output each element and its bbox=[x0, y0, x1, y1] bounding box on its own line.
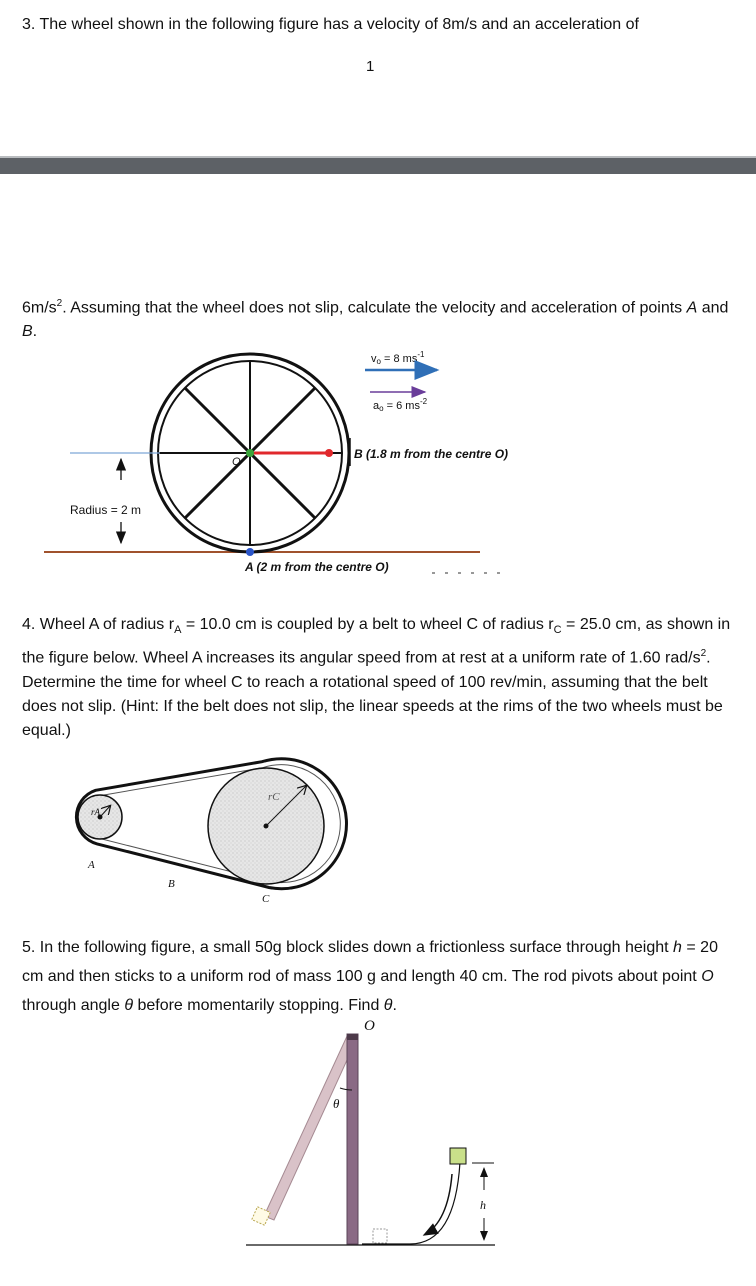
velocity-value: = 8 ms bbox=[380, 353, 418, 365]
point-b-dot bbox=[325, 449, 333, 457]
center-o-dot bbox=[246, 449, 254, 457]
point-a-dot bbox=[246, 548, 254, 556]
q4-sup-2: 2 bbox=[700, 648, 707, 660]
q4-sub-c: C bbox=[553, 624, 562, 637]
rod-vertical bbox=[347, 1034, 358, 1244]
q4-text-3: = 25.0 cm, as shown in the figure below. Wheel A increases its angular speed from at rest at a uniform rate of 1.60 rad/s bbox=[22, 616, 731, 667]
label-h: h bbox=[480, 1198, 486, 1212]
velocity-sub: o bbox=[376, 357, 381, 366]
accel-value: = 6 ms bbox=[383, 400, 420, 412]
label-b: B (1.8 m from the centre O) bbox=[354, 447, 509, 461]
q5-text-3: through angle bbox=[22, 997, 125, 1014]
q3-text-and: and bbox=[697, 299, 729, 317]
q4-sub-a: A bbox=[174, 624, 182, 637]
label-wheel-a: A bbox=[88, 859, 95, 871]
q3-accel-value: 6m/s bbox=[22, 299, 57, 317]
label-a: A (2 m from the centre O) bbox=[245, 560, 389, 574]
q5-theta: θ bbox=[124, 997, 133, 1014]
center-o-label: O bbox=[232, 456, 241, 468]
q4-text-1: 4. Wheel A of radius r bbox=[22, 616, 175, 633]
rod-figure bbox=[246, 1018, 495, 1245]
q3-point-a: A bbox=[686, 299, 698, 317]
radius-label: Radius = 2 m bbox=[70, 503, 142, 517]
accel-exp: -2 bbox=[419, 397, 428, 406]
q5-text-1: 5. In the following figure, a small 50g block slides down a frictionless surface through height bbox=[22, 939, 674, 956]
q3-point-b: B bbox=[22, 323, 33, 341]
q4-text-2: = 10.0 cm is coupled by a belt to wheel C of radius r bbox=[181, 616, 554, 633]
accel-sub: o bbox=[379, 404, 384, 413]
label-belt-b: B bbox=[168, 878, 175, 890]
velocity-exp: -1 bbox=[417, 350, 425, 359]
label-pivot-o: O bbox=[364, 1018, 375, 1034]
q5-text-2: = 20 cm and then sticks to a uniform rod of mass 100 g and length 40 cm. The rod pivots about point bbox=[22, 939, 718, 985]
belt-figure bbox=[76, 759, 346, 905]
label-theta: θ bbox=[333, 1096, 340, 1111]
q5-theta-2: θ bbox=[383, 997, 393, 1014]
page-number: 1 bbox=[366, 58, 375, 75]
accel-symbol: a bbox=[373, 400, 380, 412]
q3-accel-exponent: 2 bbox=[56, 298, 63, 309]
q3-text-body: . Assuming that the wheel does not slip, calculate the velocity and acceleration of points bbox=[62, 299, 687, 317]
q5-o: O bbox=[701, 968, 714, 985]
label-rc: rC bbox=[268, 791, 280, 803]
label-wheel-c: C bbox=[262, 893, 270, 905]
q5-text-4: before momentarily stopping. Find bbox=[133, 997, 384, 1014]
q3-period: . bbox=[32, 323, 38, 341]
q5-h: h bbox=[673, 939, 682, 956]
rod-pivoted bbox=[264, 1034, 358, 1220]
q4-text-4: . Determine the time for wheel C to reach a rotational speed of 100 rev/min, assuming that the belt does not slip. (Hint: If the belt does not slip, the linear speeds at the rims of the two wheels must be equal.) bbox=[22, 649, 723, 739]
velocity-symbol: v bbox=[371, 353, 377, 365]
pivot-cap bbox=[347, 1034, 358, 1040]
acceleration-label bbox=[373, 397, 428, 413]
label-ra: rA bbox=[91, 807, 100, 817]
q5-text-5: . bbox=[392, 997, 397, 1014]
block-bottom-ghost bbox=[373, 1229, 387, 1243]
slide-direction-arrow bbox=[424, 1174, 452, 1235]
question-3-text-part1: 3. The wheel shown in the following figure has a velocity of 8m/s and an acceleration of bbox=[22, 16, 639, 33]
velocity-label bbox=[371, 350, 425, 366]
sliding-block bbox=[450, 1148, 466, 1164]
wheel-figure bbox=[44, 350, 508, 574]
